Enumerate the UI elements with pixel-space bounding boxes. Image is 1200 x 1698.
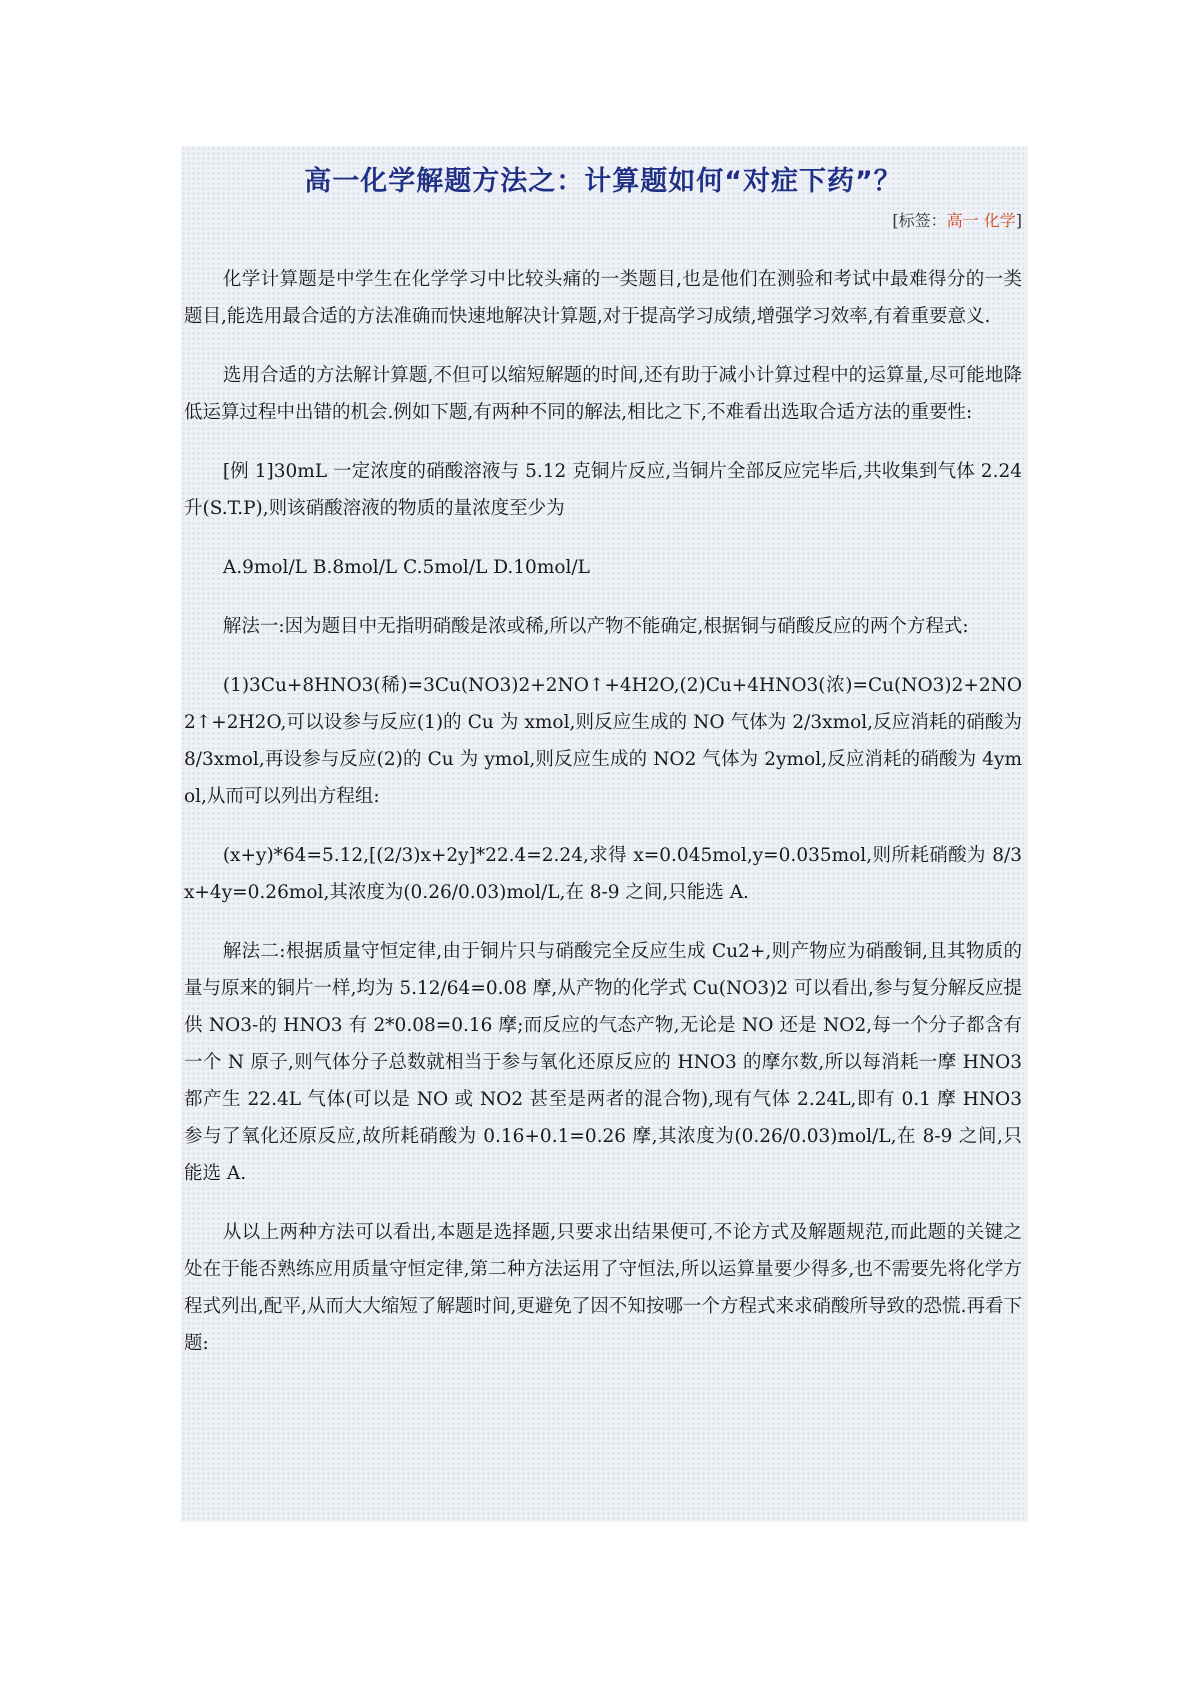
tag-prefix: [标签：	[892, 211, 947, 230]
paragraph-equations: (1)3Cu+8HNO3(稀)=3Cu(NO3)2+2NO↑+4H2O,(2)Cu+4HNO3(浓)=Cu(NO3)2+2NO2↑+2H2O,可以设参与反应(1)的 Cu 为 xmol,则反应生成的 NO 气体为 2/3xmol,反应消耗的硝酸为 8/3xmol,再设参与反应(2)的 Cu 为 ymol,则反应生成的 NO2 气体为 2ymol,反应消耗的硝酸为 4ymol,从而可以列出方程组:	[184, 675, 1022, 807]
paragraph-equation-system: (x+y)*64=5.12,[(2/3)x+2y]*22.4=2.24,求得 x=0.045mol,y=0.035mol,则所耗硝酸为 8/3x+4y=0.26mol,其浓度为(0.26/0.03)mol/L,在 8-9 之间,只能选 A.	[184, 845, 1022, 903]
paragraph-conclusion: 从以上两种方法可以看出,本题是选择题,只要求出结果便可,不论方式及解题规范,而此题的关键之处在于能否熟练应用质量守恒定律,第二种方法运用了守恒法,所以运算量要少得多,也不需要先将化学方程式列出,配平,从而大大缩短了解题时间,更避免了因不知按哪一个方程式来求硝酸所导致的恐慌.再看下题:	[184, 1222, 1022, 1354]
paragraph-intro: 化学计算题是中学生在化学学习中比较头痛的一类题目,也是他们在测验和考试中最难得分的一类题目,能选用最合适的方法准确而快速地解决计算题,对于提高学习成绩,增强学习效率,有着重要意义.	[184, 269, 1022, 327]
article-container	[181, 146, 1028, 1522]
tag-bar	[184, 209, 1022, 233]
article-body	[184, 261, 1022, 1362]
paragraph-solution-1: 解法一:因为题目中无指明硝酸是浓或稀,所以产物不能确定,根据铜与硝酸反应的两个方程式:	[222, 616, 969, 637]
paragraph-example-1: [例 1]30mL 一定浓度的硝酸溶液与 5.12 克铜片反应,当铜片全部反应完毕后,共收集到气体 2.24 升(S.T.P),则该硝酸溶液的物质的量浓度至少为	[184, 461, 1022, 519]
tag-suffix: ]	[1015, 211, 1022, 230]
paragraph-method-importance: 选用合适的方法解计算题,不但可以缩短解题的时间,还有助于减小计算过程中的运算量,尽可能地降低运算过程中出错的机会.例如下题,有两种不同的解法,相比之下,不难看出选取合适方法的重要性:	[184, 365, 1022, 423]
tag-link-huaxue[interactable]: 化学	[983, 211, 1016, 230]
paragraph-options: A.9mol/L B.8mol/L C.5mol/L D.10mol/L	[222, 557, 590, 578]
article-title: 高一化学解题方法之：计算题如何“对症下药”？	[304, 166, 902, 197]
tag-link-gaoyi[interactable]: 高一	[946, 211, 979, 230]
paragraph-solution-2: 解法二:根据质量守恒定律,由于铜片只与硝酸完全反应生成 Cu2+,则产物应为硝酸铜,且其物质的量与原来的铜片一样,均为 5.12/64=0.08 摩,从产物的化学式 Cu(NO3)2 可以看出,参与复分解反应提供 NO3-的 HNO3 有 2*0.08=0.16 摩;而反应的气态产物,无论是 NO 还是 NO2,每一个分子都含有一个 N 原子,则气体分子总数就相当于参与氧化还原反应的 HNO3 的摩尔数,所以每消耗一摩 HNO3 都产生 22.4L 气体(可以是 NO 或 NO2 甚至是两者的混合物),现有气体 2.24L,即有 0.1 摩 HNO3 参与了氧化还原反应,故所耗硝酸为 0.16+0.1=0.26 摩,其浓度为(0.26/0.03)mol/L,在 8-9 之间,只能选 A.	[184, 941, 1022, 1184]
